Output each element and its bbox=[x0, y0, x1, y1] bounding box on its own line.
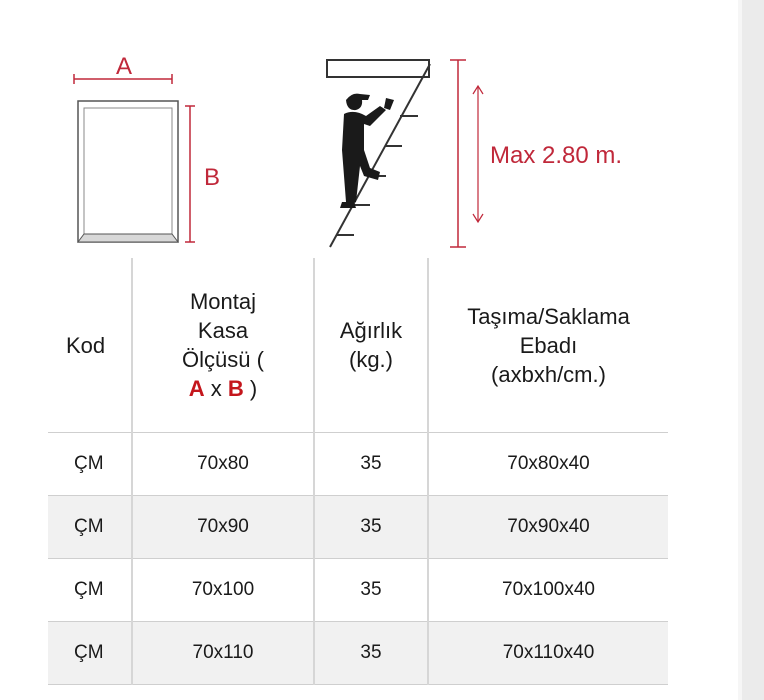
max-height-dimension bbox=[450, 60, 622, 247]
person-climbing-icon bbox=[340, 94, 394, 208]
ceiling-hatch bbox=[327, 60, 429, 77]
cell-weight: 35 bbox=[314, 433, 428, 496]
cell-code: ÇM bbox=[48, 559, 132, 622]
cell-frame: 70x80 bbox=[132, 433, 314, 496]
table-row bbox=[48, 622, 668, 685]
table-row bbox=[48, 559, 668, 622]
dim-b-label: B bbox=[203, 164, 221, 191]
spec-table bbox=[48, 258, 668, 685]
cell-carry: 70x90x40 bbox=[428, 496, 668, 559]
header-letter-b: B bbox=[227, 376, 244, 401]
table-row bbox=[48, 433, 668, 496]
table-header-row bbox=[48, 258, 668, 433]
dim-a-label: A bbox=[115, 53, 133, 80]
cell-code: ÇM bbox=[48, 433, 132, 496]
cell-code: ÇM bbox=[48, 622, 132, 685]
header-weight: Ağırlık (kg.) bbox=[314, 258, 428, 433]
frame-box-figure bbox=[74, 53, 220, 242]
header-letter-a: A bbox=[188, 376, 205, 401]
header-carry-size: Taşıma/Saklama Ebadı (axbxh/cm.) bbox=[428, 258, 668, 433]
right-side-strip bbox=[742, 0, 764, 700]
ladder-dimension-diagram bbox=[0, 0, 742, 260]
cell-weight: 35 bbox=[314, 496, 428, 559]
cell-carry: 70x100x40 bbox=[428, 559, 668, 622]
cell-code: ÇM bbox=[48, 496, 132, 559]
cell-frame: 70x100 bbox=[132, 559, 314, 622]
table-row bbox=[48, 496, 668, 559]
cell-frame: 70x110 bbox=[132, 622, 314, 685]
cell-carry: 70x80x40 bbox=[428, 433, 668, 496]
header-frame-size: Montaj Kasa Ölçüsü ( A x B ) bbox=[132, 258, 314, 433]
cell-frame: 70x90 bbox=[132, 496, 314, 559]
max-height-label: Max 2.80 m. bbox=[490, 142, 623, 169]
ladder-figure bbox=[327, 60, 430, 247]
cell-carry: 70x110x40 bbox=[428, 622, 668, 685]
header-code: Kod bbox=[48, 258, 132, 433]
cell-weight: 35 bbox=[314, 622, 428, 685]
cell-weight: 35 bbox=[314, 559, 428, 622]
